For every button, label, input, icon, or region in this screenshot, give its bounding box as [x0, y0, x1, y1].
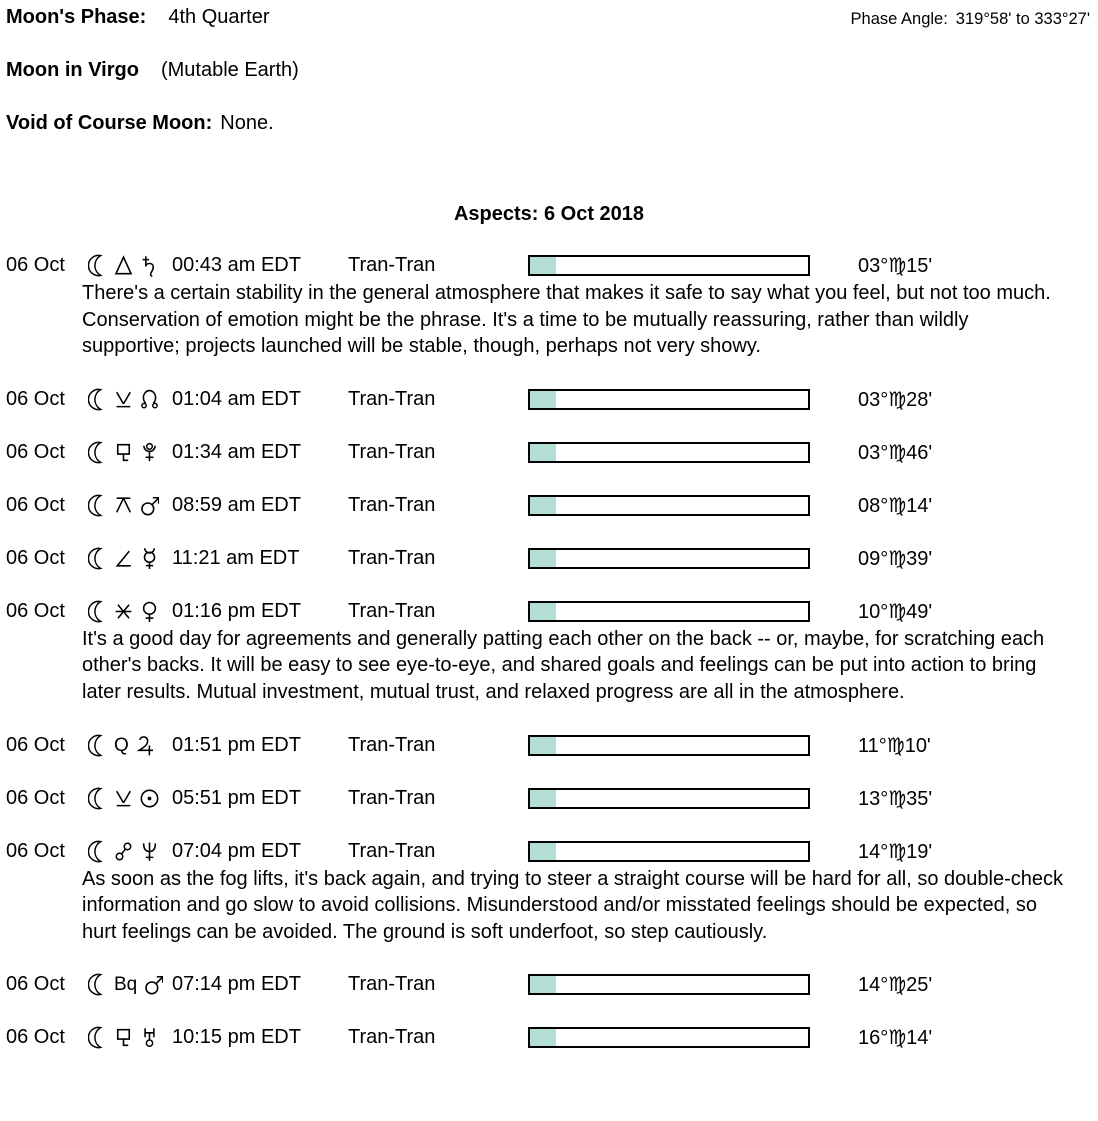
aspect-degree: 14°♍19' [858, 840, 933, 863]
aspect-block [6, 838, 1092, 946]
aspect-degree: 03°♍15' [858, 255, 933, 277]
aspect-orb-bar [528, 788, 810, 809]
aspect-orb-bar-fill [530, 257, 556, 274]
aspect-type: Tran-Tran [348, 599, 436, 622]
header-line-moons-phase [6, 5, 1092, 29]
aspect-orb-bar [528, 601, 810, 622]
aspect-symbols [88, 840, 172, 863]
moons-phase-value: 4th Quarter [168, 6, 270, 28]
aspect-orb-bar-fill [530, 1029, 556, 1046]
aspect-date: 06 Oct [6, 387, 65, 410]
aspect-row [6, 492, 1092, 519]
aspect-degree: 03°♍46' [858, 441, 933, 464]
aspect-degree: 13°♍35' [858, 787, 933, 810]
aspect-symbols [88, 600, 172, 623]
sun-icon [140, 787, 159, 810]
opposition-icon [114, 840, 133, 863]
aspect-type: Tran-Tran [348, 1026, 436, 1049]
aspect-type: Tran-Tran [348, 839, 436, 862]
phase-angle-label: Phase Angle: [850, 10, 948, 28]
aspect-row [6, 386, 1092, 413]
header-line-moon-sign [6, 58, 1092, 82]
aspect-symbols [88, 388, 172, 411]
aspect-orb-bar-fill [530, 603, 556, 620]
header-line-void-of-course [6, 111, 1092, 135]
aspect-block [6, 492, 1092, 519]
aspect-block [6, 1024, 1092, 1051]
jupiter-icon [136, 734, 155, 757]
mercury-icon [140, 547, 159, 570]
aspect-orb-bar [528, 442, 810, 463]
aspect-degree: 14°♍25' [858, 974, 933, 997]
aspect-block [6, 598, 1092, 706]
aspect-time: 08:59 am EDT [172, 493, 301, 516]
aspect-orb-bar [528, 735, 810, 756]
biquintile-icon: Bq [114, 974, 138, 996]
phase-angle [851, 5, 1092, 31]
aspect-block [6, 971, 1092, 998]
aspect-degree: 08°♍14' [858, 494, 933, 517]
aspect-degree: 11°♍10' [858, 734, 931, 757]
aspect-symbols [88, 547, 172, 570]
moon-icon [88, 494, 107, 517]
moon-sign-value: (Mutable Earth) [160, 59, 299, 81]
moon-icon [88, 1026, 107, 1049]
aspect-block [6, 252, 1092, 360]
uranus-icon [140, 1026, 159, 1049]
aspect-symbols [88, 441, 172, 464]
moon-icon [88, 973, 107, 996]
aspect-date: 06 Oct [6, 546, 65, 569]
moon-sign-label: Moon in Virgo [6, 59, 139, 81]
aspect-date: 06 Oct [6, 733, 65, 756]
semi-sextile-icon [114, 388, 133, 411]
moon-icon [88, 600, 107, 623]
aspect-symbols [88, 494, 172, 517]
aspect-row [6, 1024, 1092, 1051]
aspect-block [6, 439, 1092, 466]
aspect-row [6, 439, 1092, 466]
aspect-type: Tran-Tran [348, 387, 436, 410]
pluto-icon [140, 441, 159, 464]
aspect-time: 01:04 am EDT [172, 387, 301, 410]
aspect-type: Tran-Tran [348, 546, 436, 569]
aspect-orb-bar [528, 255, 810, 276]
aspect-note: It's a good day for agreements and generally patting each other on the back -- or, maybe, for scratching each other's backs. It will be easy to see eye-to-eye, and shared goals and feelings can be put into action to bring later results. Mutual investment, mutual trust, and relaxed progress are all in the atmosphere. [82, 627, 1045, 703]
moon-icon [88, 840, 107, 863]
sesquiquadrate-icon [114, 1026, 133, 1049]
aspect-degree: 10°♍49' [858, 600, 933, 623]
aspect-block [6, 732, 1092, 759]
aspect-symbols [88, 254, 172, 277]
aspects-list [6, 252, 1092, 1051]
aspects-title: Aspects: 6 Oct 2018 [453, 203, 645, 225]
aspect-time: 10:15 pm EDT [172, 1026, 301, 1049]
aspect-orb-bar-fill [530, 444, 556, 461]
saturn-icon [140, 254, 159, 277]
aspect-degree: 09°♍39' [858, 547, 933, 570]
aspect-orb-bar [528, 974, 810, 995]
moon-icon [88, 254, 107, 277]
aspect-note: As soon as the fog lifts, it's back again, and trying to steer a straight course will be hard for all, so double-check information and go slow to avoid collisions. Misunderstood and/or misstated feelings should be expected, so hurt feelings can be avoided. The ground is soft underfoot, so step cautiously. [82, 867, 1063, 943]
aspect-time: 01:34 am EDT [172, 440, 301, 463]
aspect-time: 11:21 am EDT [172, 546, 300, 569]
moons-phase-label: Moon's Phase: [6, 6, 147, 28]
aspect-date: 06 Oct [6, 839, 65, 862]
trine-icon [114, 254, 133, 277]
aspect-type: Tran-Tran [348, 440, 436, 463]
mars-icon [144, 973, 163, 996]
aspect-row [6, 598, 1092, 625]
quincunx-icon [114, 494, 133, 517]
aspect-orb-bar-fill [530, 843, 556, 860]
aspect-time: 01:51 pm EDT [172, 733, 301, 756]
moon-icon [88, 787, 107, 810]
aspect-orb-bar [528, 1027, 810, 1048]
aspect-row [6, 838, 1092, 865]
semi-square-icon [114, 547, 133, 570]
aspect-time: 00:43 am EDT [172, 254, 301, 276]
aspect-block [6, 785, 1092, 812]
sesquiquadrate-icon [114, 441, 133, 464]
aspect-orb-bar [528, 548, 810, 569]
aspect-orb-bar-fill [530, 391, 556, 408]
aspect-date: 06 Oct [6, 1026, 65, 1049]
aspect-row [6, 971, 1092, 998]
aspect-type: Tran-Tran [348, 493, 436, 516]
venus-icon [140, 600, 159, 623]
sextile-icon [114, 600, 133, 623]
moon-icon [88, 441, 107, 464]
quintile-icon: Q [114, 734, 129, 756]
phase-angle-value: 319°58' to 333°27' [955, 10, 1090, 28]
void-of-course-label: Void of Course Moon: [6, 112, 213, 134]
aspect-note: There's a certain stability in the general atmosphere that makes it safe to say what you feel, but not too much. Conservation of emotion might be the phrase. It's a time to be mutually reassuring, rather than wildly supportive; projects launched will be stable, though, perhaps not very showy. [82, 282, 1051, 358]
aspect-date: 06 Oct [6, 440, 65, 463]
aspect-degree: 16°♍14' [858, 1027, 933, 1050]
aspect-row [6, 785, 1092, 812]
aspect-orb-bar-fill [530, 737, 556, 754]
aspect-block [6, 386, 1092, 413]
moon-icon [88, 388, 107, 411]
aspect-orb-bar [528, 495, 810, 516]
aspect-orb-bar-fill [530, 790, 556, 807]
aspect-date: 06 Oct [6, 973, 65, 996]
void-of-course-value: None. [220, 112, 274, 134]
north-node-icon [140, 388, 159, 411]
aspect-time: 07:14 pm EDT [172, 973, 301, 996]
moon-icon [88, 734, 107, 757]
aspect-date: 06 Oct [6, 493, 65, 516]
aspect-date: 06 Oct [6, 599, 65, 622]
aspect-type: Tran-Tran [348, 786, 436, 809]
aspect-block [6, 545, 1092, 572]
semi-sextile-icon [114, 787, 133, 810]
aspect-type: Tran-Tran [348, 733, 436, 756]
aspect-row [6, 252, 1092, 279]
neptune-icon [140, 840, 159, 863]
aspect-row [6, 732, 1092, 759]
aspect-type: Tran-Tran [348, 973, 436, 996]
aspect-symbols [88, 1026, 172, 1049]
aspect-symbols [88, 787, 172, 810]
aspect-time: 07:04 pm EDT [172, 839, 301, 862]
aspect-orb-bar-fill [530, 976, 556, 993]
aspect-orb-bar [528, 389, 810, 410]
aspect-symbols [88, 973, 172, 996]
aspect-orb-bar [528, 841, 810, 862]
aspect-date: 06 Oct [6, 254, 65, 276]
aspect-type: Tran-Tran [348, 254, 436, 276]
mars-icon [140, 494, 159, 517]
aspect-time: 01:16 pm EDT [172, 599, 301, 622]
aspect-orb-bar-fill [530, 497, 556, 514]
aspect-date: 06 Oct [6, 786, 65, 809]
moons-phase [6, 5, 270, 29]
moon-icon [88, 547, 107, 570]
aspect-row [6, 545, 1092, 572]
aspect-symbols [88, 734, 172, 757]
aspect-time: 05:51 pm EDT [172, 786, 301, 809]
aspect-degree: 03°♍28' [858, 388, 933, 411]
aspect-orb-bar-fill [530, 550, 556, 567]
